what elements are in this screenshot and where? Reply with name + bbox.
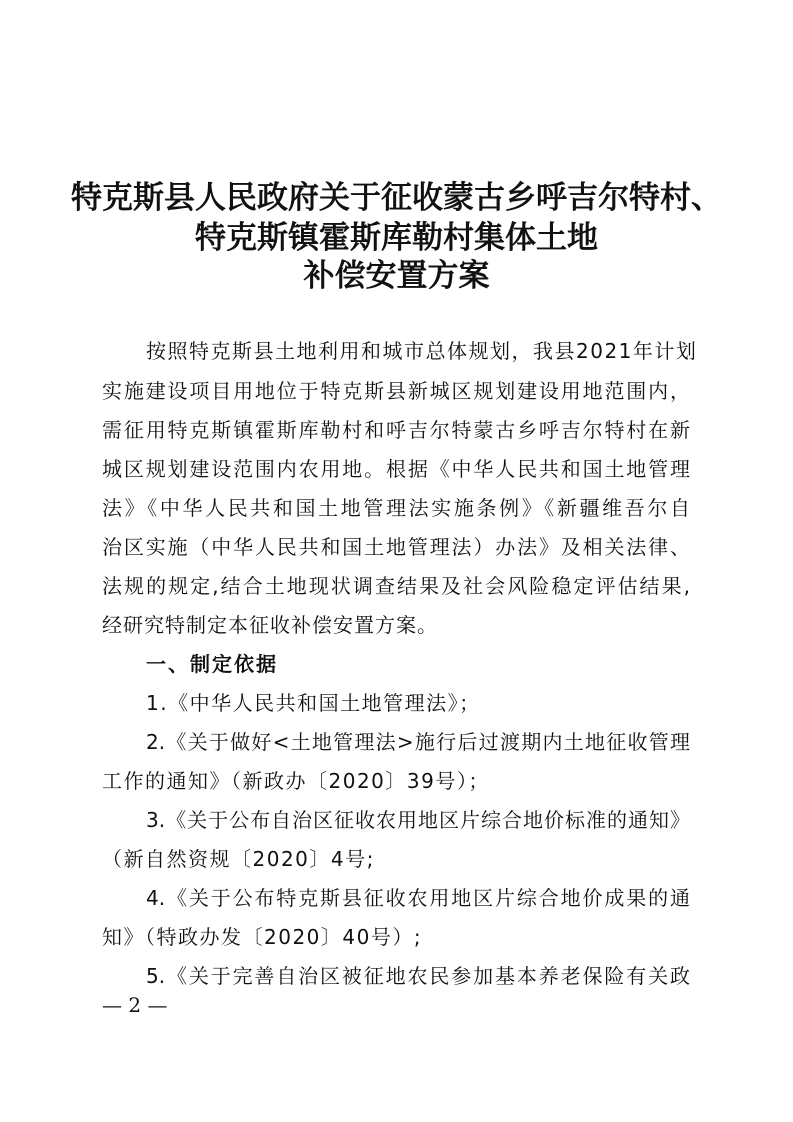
intro-line-8: 经研究特制定本征收补偿安置方案。	[102, 613, 438, 637]
intro-line-7: 法规的规定,结合土地现状调查结果及社会风险稳定评估结果,	[102, 574, 690, 598]
intro-line-1: 按照特克斯县土地利用和城市总体规划，我县2021年计划	[146, 339, 698, 363]
section-heading-basis: 一、制定依据	[146, 652, 278, 676]
basis-item-3-line-1: 3.《关于公布自治区征收农用地区片综合地价标准的通知》	[146, 808, 690, 832]
intro-line-2: 实施建设项目用地位于特克斯县新城区规划建设用地范围内，	[102, 379, 690, 403]
document-title-line-2: 特克斯镇霍斯库勒村集体土地	[195, 220, 598, 256]
intro-line-4: 城区规划建设范围内农用地。根据《中华人民共和国土地管理	[102, 457, 690, 481]
basis-item-4-line-1: 4.《关于公布特克斯县征收农用地区片综合地价成果的通	[146, 886, 690, 910]
basis-item-2-line-2: 工作的通知》（新政办〔2020〕39号）；	[102, 769, 490, 793]
document-title-line-3: 补偿安置方案	[303, 258, 490, 294]
basis-item-3-line-2: （新自然资规〔2020〕4号;	[102, 847, 375, 871]
page-number: — 2 —	[102, 993, 168, 1017]
document-title-line-1: 特克斯县人民政府关于征收蒙古乡呼吉尔特村、	[71, 180, 722, 216]
basis-item-2-line-1: 2.《关于做好<土地管理法>施行后过渡期内土地征收管理	[146, 730, 690, 754]
basis-item-5-line-1: 5.《关于完善自治区被征地农民参加基本养老保险有关政	[146, 964, 690, 988]
intro-line-3: 需征用特克斯镇霍斯库勒村和呼吉尔特蒙古乡呼吉尔特村在新	[102, 418, 690, 442]
basis-item-4-line-2: 知》（特政办发〔2020〕40号）;	[102, 925, 423, 949]
intro-line-5: 法》《中华人民共和国土地管理法实施条例》《新疆维吾尔自	[102, 496, 690, 520]
basis-item-1: 1.《中华人民共和国土地管理法》；	[146, 691, 481, 715]
intro-line-6: 治区实施（中华人民共和国土地管理法）办法》及相关法律、	[102, 535, 690, 559]
